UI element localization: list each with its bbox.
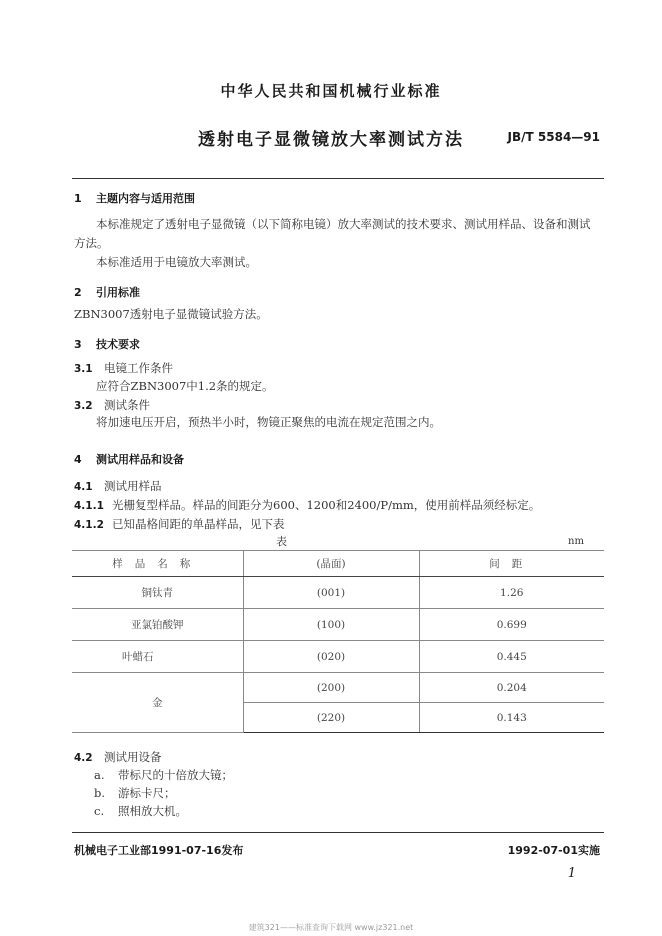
cell-crystal-plane: (020) [243, 641, 419, 673]
section-1-paragraph-1-line-1: 本标准规定了透射电子显微镜（以下简称电镜）放大率测试的技术要求、测试用样品、设备和测试 [96, 217, 591, 231]
table-row [72, 641, 604, 673]
cell-spacing: 0.699 [419, 609, 604, 641]
section-4-heading [74, 451, 184, 467]
subsection-title: 测试用设备 [104, 750, 162, 764]
equipment-list-item [94, 767, 233, 783]
subsection-title: 测试用样品 [104, 479, 162, 493]
subsection-3-2-text: 将加速电压开启，预热半小时，物镜正聚焦的电流在规定范围之内。 [96, 415, 441, 429]
watermark: 建筑321——标准查询下载网 www.jz321.net [248, 923, 414, 932]
table-caption: 表 [276, 535, 287, 548]
subsection-4-1-1 [74, 497, 540, 513]
section-title: 技术要求 [96, 338, 140, 351]
section-1-paragraph-1-line-2: 方法。 [74, 236, 109, 250]
section-1-paragraph-2: 本标准适用于电镜放大率测试。 [96, 255, 257, 269]
section-number: 3 [74, 338, 82, 351]
subsection-text: 光栅复型样品。样品的间距分为600、1200和2400/P/mm，使用前样品须经标定。 [112, 498, 541, 512]
section-title: 引用标准 [96, 286, 140, 299]
cell-sample-name: 铜钛青 [72, 577, 243, 609]
section-2-heading [74, 284, 140, 300]
cell-sample-name: 叶蜡石 [72, 641, 243, 673]
subsection-4-2 [74, 749, 162, 765]
cell-crystal-plane: (001) [243, 577, 419, 609]
list-label: c. [94, 804, 105, 818]
subsection-title: 电镜工作条件 [104, 361, 173, 375]
subsection-number: 4.1.2 [74, 519, 104, 531]
section-title: 主题内容与适用范围 [96, 192, 195, 205]
document-title: 透射电子显微镜放大率测试方法 [198, 130, 464, 150]
section-number: 4 [74, 453, 82, 466]
footer-divider [72, 832, 604, 833]
subsection-number: 3.2 [74, 400, 93, 412]
subsection-number: 4.2 [74, 752, 93, 764]
page-number: 1 [567, 866, 576, 881]
subsection-number: 4.1 [74, 481, 93, 493]
subsection-number: 3.1 [74, 363, 93, 375]
standard-category-title: 中华人民共和国机械行业标准 [220, 82, 442, 100]
standard-code: JB/T 5584—91 [507, 130, 600, 144]
cell-spacing: 0.204 [419, 673, 604, 703]
header-crystal-plane: (晶面) [243, 551, 419, 577]
cell-sample-name: 金 [72, 673, 243, 733]
subsection-3-1 [74, 360, 173, 376]
subsection-number: 4.1.1 [74, 500, 104, 512]
section-number: 1 [74, 192, 82, 205]
table-row [72, 609, 604, 641]
list-label: a. [94, 768, 105, 782]
list-text: 游标卡尺； [118, 786, 176, 800]
section-number: 2 [74, 286, 82, 299]
table-row [72, 577, 604, 609]
section-3-heading [74, 336, 140, 352]
equipment-list-item [94, 803, 187, 819]
subsection-3-1-text: 应符合ZBN3007中1.2条的规定。 [96, 379, 274, 393]
subsection-text: 已知晶格间距的单晶样品，见下表 [112, 517, 285, 531]
subsection-4-1 [74, 478, 162, 494]
subsection-title: 测试条件 [104, 398, 150, 412]
table-row [72, 673, 604, 703]
cell-spacing: 1.26 [419, 577, 604, 609]
cell-sample-name: 亚氯铂酸钾 [72, 609, 243, 641]
effective-date: 1992-07-01实施 [507, 844, 600, 857]
table-unit: nm [568, 536, 584, 547]
cell-crystal-plane: (220) [243, 703, 419, 733]
equipment-list-item [94, 785, 176, 801]
cell-spacing: 0.143 [419, 703, 604, 733]
lattice-spacing-table [72, 550, 604, 733]
cell-crystal-plane: (200) [243, 673, 419, 703]
section-title: 测试用样品和设备 [96, 453, 184, 466]
subsection-4-1-2 [74, 516, 285, 532]
cell-crystal-plane: (100) [243, 609, 419, 641]
section-1-heading [74, 190, 195, 206]
header-sample-name: 样品名称 [72, 551, 243, 577]
list-label: b. [94, 786, 106, 800]
list-text: 带标尺的十倍放大镜； [118, 768, 233, 782]
table-header-row [72, 551, 604, 577]
header-divider [72, 178, 604, 179]
list-text: 照相放大机。 [118, 804, 187, 818]
section-2-paragraph: ZBN3007透射电子显微镜试验方法。 [74, 307, 268, 321]
issuer-line: 机械电子工业部1991-07-16发布 [74, 844, 244, 857]
header-spacing: 间距 [419, 551, 604, 577]
cell-spacing: 0.445 [419, 641, 604, 673]
subsection-3-2 [74, 397, 150, 413]
